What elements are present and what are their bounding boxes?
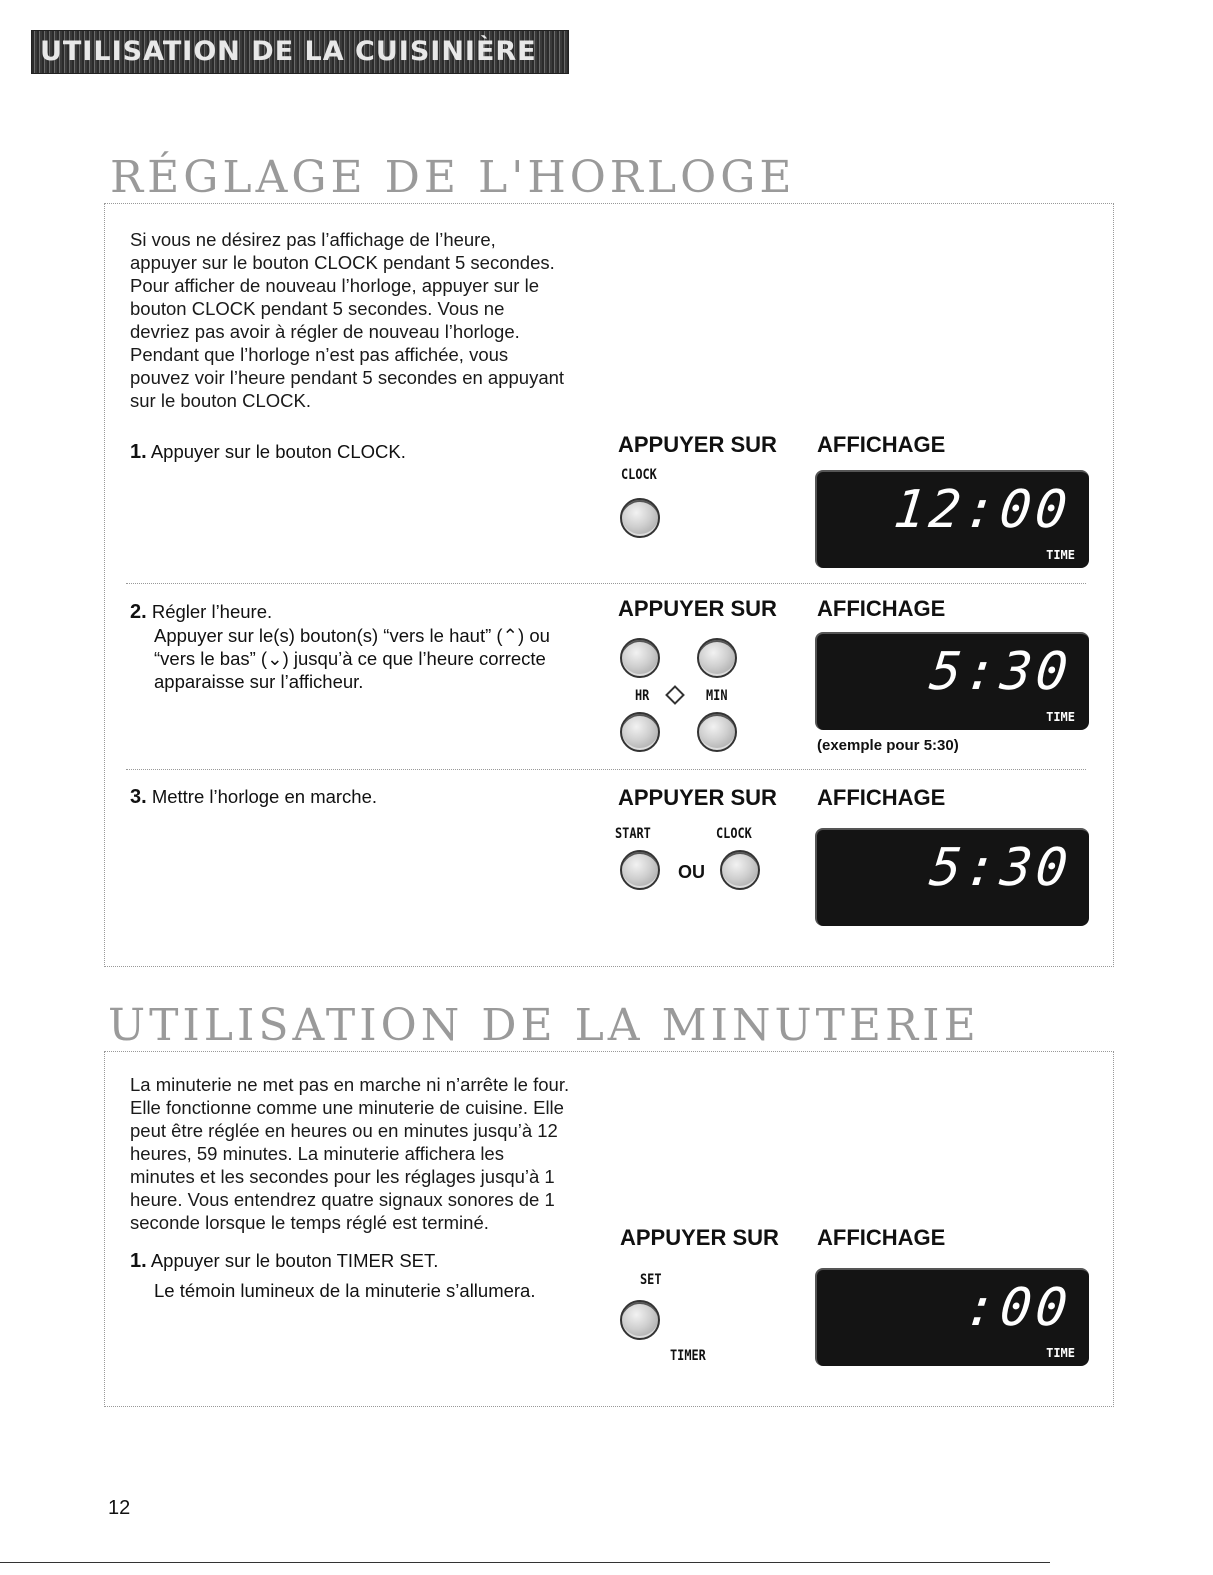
intro-line: heures, 59 minutes. La minuterie affichera les [130, 1143, 504, 1164]
clock-button-label: CLOCK [621, 467, 657, 483]
min-up-button[interactable] [697, 638, 737, 678]
divider [126, 583, 1086, 584]
step-number: 1. [130, 1250, 147, 1272]
display-header: AFFICHAGE [817, 785, 946, 810]
banner-title: UTILISATION DE LA CUISINIÈRE [40, 36, 537, 67]
display-panel [815, 470, 1089, 568]
or-text: OU [678, 862, 705, 882]
example-note: (exemple pour 5:30) [817, 737, 959, 754]
start-button[interactable] [620, 850, 660, 890]
display-digits: 5:30 [926, 642, 1075, 702]
press-header: APPUYER SUR [618, 596, 777, 621]
page-number: 12 [108, 1497, 131, 1519]
intro-line: heure. Vous entendrez quatre signaux sonores de 1 [130, 1189, 555, 1210]
step-number: 2. [130, 601, 147, 623]
display-panel [815, 632, 1089, 730]
clock-button[interactable] [620, 498, 660, 538]
clock-step-2 [130, 600, 550, 693]
time-indicator: TIME [1046, 710, 1075, 724]
timer-section-title: UTILISATION DE LA MINUTERIE [108, 1000, 980, 1051]
intro-line: La minuterie ne met pas en marche ni n’arrête le four. [130, 1074, 570, 1095]
display-digits: :00 [961, 1278, 1075, 1338]
intro-line: bouton CLOCK pendant 5 secondes. Vous ne [130, 298, 505, 319]
min-down-button[interactable] [697, 712, 737, 752]
press-header: APPUYER SUR [618, 785, 777, 810]
clock-label: CLOCK [716, 826, 752, 842]
timer-intro [130, 1073, 569, 1234]
time-indicator: TIME [1046, 548, 1075, 562]
intro-line: Pour afficher de nouveau l’horloge, appuyer sur le [130, 275, 539, 296]
bottom-rule [0, 1562, 1050, 1563]
intro-line: peut être réglée en heures ou en minutes jusqu’à 12 [130, 1120, 558, 1141]
clock-button[interactable] [720, 850, 760, 890]
intro-line: Si vous ne désirez pas l’affichage de l’heure, [130, 229, 496, 250]
display-header: AFFICHAGE [817, 596, 946, 621]
intro-line: Elle fonctionne comme une minuterie de cuisine. Elle [130, 1097, 564, 1118]
min-label: MIN [706, 688, 728, 704]
step-number: 1. [130, 441, 147, 463]
divider [126, 769, 1086, 770]
display-panel [815, 828, 1089, 926]
timer-label: TIMER [670, 1348, 706, 1364]
intro-line: Pendant que l’horloge n’est pas affichée, vous [130, 344, 509, 365]
display-header: AFFICHAGE [817, 1225, 946, 1250]
intro-line: pouvez voir l’heure pendant 5 secondes en appuyant [130, 367, 565, 388]
hr-down-button[interactable] [620, 712, 660, 752]
step-text: apparaisse sur l’afficheur. [154, 671, 364, 692]
hr-up-button[interactable] [620, 638, 660, 678]
start-label: START [615, 826, 651, 842]
display-header: AFFICHAGE [817, 432, 946, 457]
step-number: 3. [130, 786, 147, 808]
intro-line: devriez pas avoir à régler de nouveau l’horloge. [130, 321, 520, 342]
display-digits: 12:00 [891, 480, 1075, 540]
step-text: Le témoin lumineux de la minuterie s’allumera. [154, 1280, 536, 1301]
set-label: SET [640, 1272, 662, 1288]
intro-line: appuyer sur le bouton CLOCK pendant 5 secondes. [130, 252, 555, 273]
intro-line: seconde lorsque le temps réglé est terminé. [130, 1212, 489, 1233]
timer-set-button[interactable] [620, 1300, 660, 1340]
clock-step-3 [130, 785, 377, 809]
timer-step-1 [130, 1249, 536, 1302]
time-indicator: TIME [1046, 1346, 1075, 1360]
intro-line: minutes et les secondes pour les réglages jusqu’à 1 [130, 1166, 555, 1187]
hr-label: HR [635, 688, 650, 704]
clock-section-title: RÉGLAGE DE L'HORLOGE [110, 152, 796, 203]
step-text: Mettre l’horloge en marche. [151, 786, 378, 807]
display-digits: 5:30 [926, 838, 1075, 898]
step-text: Appuyer sur le bouton CLOCK. [150, 441, 406, 462]
clock-intro [130, 228, 564, 412]
step-text: Régler l’heure. [151, 601, 273, 622]
intro-line: sur le bouton CLOCK. [130, 390, 311, 411]
clock-step-1 [130, 440, 406, 464]
press-header: APPUYER SUR [620, 1225, 779, 1250]
display-panel [815, 1268, 1089, 1366]
step-text: Appuyer sur le(s) bouton(s) “vers le haut” (⌃) ou [154, 625, 550, 646]
step-text: “vers le bas” (⌄) jusqu’à ce que l’heure correcte [154, 648, 546, 669]
step-text: Appuyer sur le bouton TIMER SET. [150, 1250, 439, 1271]
header-banner [31, 30, 569, 74]
press-header: APPUYER SUR [618, 432, 777, 457]
